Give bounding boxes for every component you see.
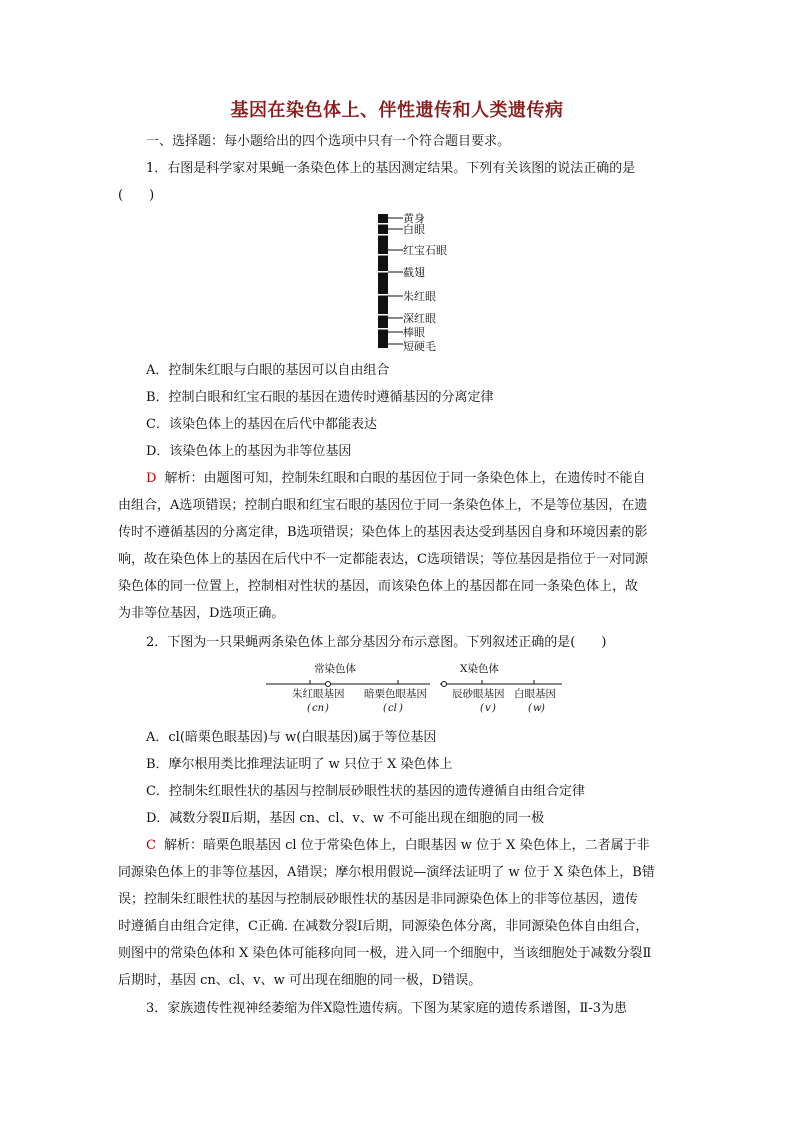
q1-analysis-line: 传时不遵循基因的分离定律，B选项错误；染色体上的基因表达受到基因自身和环境因素的影 [118,525,648,540]
q1-analysis-line: 为非等位基因，D选项正确。 [118,606,285,621]
gene-map-diagram [262,660,572,718]
q2-option-a: A．cl(暗栗色眼基因)与 w(白眼基因)属于等位基因 [146,730,437,745]
svg-text:): ) [399,703,403,714]
q2-analysis-line: 后期时，基因 cn、cl、v、w 可出现在细胞的同一极，D错误。 [118,973,482,988]
gene-label: 棒眼 [403,326,425,339]
q2-analysis-line: 同源染色体上的非等位基因，A错误；摩尔根用假说—演绎法证明了 w 位于 X 染色体上，B错 [118,865,655,880]
svg-text:(: ( [383,703,387,714]
gene-label: 红宝石眼 [403,244,447,257]
chromosome-diagram [370,210,460,358]
autosome-label: 常染色体 [314,663,356,675]
symbol-cl: cl [388,703,397,714]
gene-label: 深红眼 [403,312,436,325]
gene-label: 朱红眼 [403,290,436,303]
q1-answer: D [146,471,157,486]
gene-name-w: 白眼基因 [514,688,556,700]
q1-bracket: ( ) [118,188,155,203]
svg-text:(: ( [307,703,311,714]
q3-stem: 3．家族遗传性视神经萎缩为伴X隐性遗传病。下图为某家庭的遗传系谱图，Ⅱ-3为患 [146,1001,628,1016]
symbol-cn: cn [312,703,325,714]
q2-option-c: C．控制朱红眼性状的基因与控制辰砂眼性状的基因的遗传遵循自由组合定律 [146,784,585,799]
q1-option-b: B．控制白眼和红宝石眼的基因在遗传时遵循基因的分离定律 [146,390,494,405]
q2-option-b: B．摩尔根用类比推理法证明了 w 只位于 X 染色体上 [146,757,453,772]
q1-option-d: D．该染色体上的基因为非等位基因 [146,444,352,459]
q2-analysis-line: 则图中的常染色体和 X 染色体可能移向同一极，进入同一个细胞中，当该细胞处于减数分裂Ⅱ [118,946,652,961]
svg-text:): ) [541,703,545,714]
svg-text:(: ( [480,703,484,714]
symbol-w: w [533,703,542,714]
gene-label: 短硬毛 [403,340,436,353]
q2-stem: 2．下图为一只果蝇两条染色体上部分基因分布示意图。下列叙述正确的是( ) [146,635,607,650]
q1-analysis-line: 由组合，A选项错误；控制白眼和红宝石眼的基因位于同一条染色体上，不是等位基因，在遗 [118,498,648,513]
svg-text:(: ( [528,703,532,714]
q2-analysis-line: C 解析：暗栗色眼基因 cl 位于常染色体上，白眼基因 w 位于 X 染色体上，二者属于非 [146,838,650,853]
gene-label: 白眼 [403,223,425,236]
svg-text:): ) [492,703,496,714]
q1-analysis-line: D 解析：由题图可知，控制朱红眼和白眼的基因位于同一条染色体上，在遗传时不能自 [146,471,646,486]
gene-name-cn: 朱红眼基因 [292,688,345,700]
x-chromosome-label: X染色体 [460,663,499,675]
gene-name-cl: 暗栗色眼基因 [364,688,427,700]
q2-answer: C [146,838,156,853]
q2-analysis-line: 时遵循自由组合定律，C正确. 在减数分裂Ⅰ后期，同源染色体分离，非同源染色体自由组合， [118,919,649,934]
q2-option-d: D．减数分裂Ⅱ后期，基因 cn、cl、v、w 不可能出现在细胞的同一极 [146,811,545,826]
gene-label: 截翅 [403,266,425,279]
q1-analysis-line: 响，故在染色体上的基因在后代中不一定都能表达，C选项错误；等位基因是指位于一对同源 [118,552,648,567]
section-heading: 一、选择题：每小题给出的四个选项中只有一个符合题目要求。 [146,134,511,149]
q2-analysis-line: 误；控制朱红眼性状的基因与控制辰砂眼性状的基因是非同源染色体上的非等位基因，遗传 [118,892,639,907]
symbol-v: v [485,703,491,714]
q1-option-a: A．控制朱红眼与白眼的基因可以自由组合 [146,363,390,378]
gene-label: 黄身 [403,212,425,225]
q1-option-c: C．该染色体上的基因在后代中都能表达 [146,417,377,432]
q1-analysis-line: 染色体的同一位置上，控制相对性状的基因，而该染色体上的基因都在同一条染色体上，故 [118,579,639,594]
q1-stem: 1．右图是科学家对果蝇一条染色体上的基因测定结果。下列有关该图的说法正确的是 [146,161,636,176]
page-title: 基因在染色体上、伴性遗传和人类遗传病 [230,100,564,121]
svg-text:): ) [325,703,329,714]
gene-name-v: 辰砂眼基因 [452,688,505,700]
